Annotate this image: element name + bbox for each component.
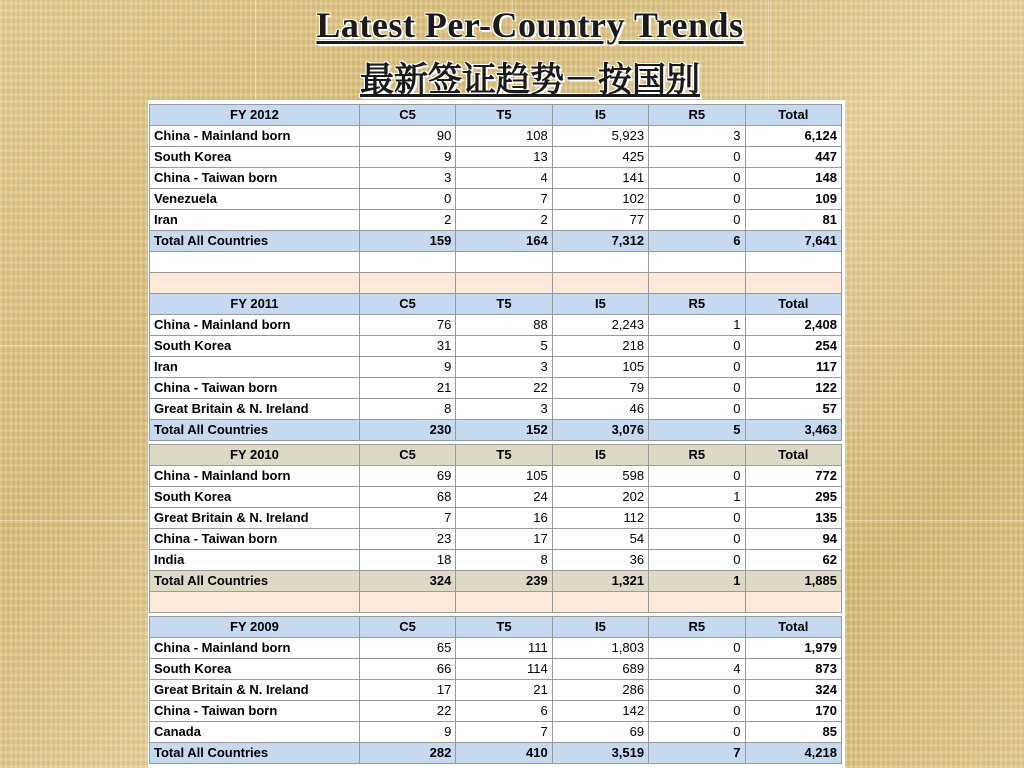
- fiscal-year-header: FY 2011: [150, 294, 360, 315]
- table-row: [150, 638, 842, 659]
- country-cell: China - Mainland born: [150, 126, 360, 147]
- column-header: I5: [552, 105, 648, 126]
- value-cell: 18: [359, 550, 455, 571]
- value-cell: 31: [359, 336, 455, 357]
- table-row: [150, 147, 842, 168]
- total-value-cell: 1: [649, 571, 745, 592]
- country-cell: China - Taiwan born: [150, 529, 360, 550]
- country-cell: China - Mainland born: [150, 638, 360, 659]
- total-label-cell: Total All Countries: [150, 571, 360, 592]
- country-cell: China - Mainland born: [150, 315, 360, 336]
- value-cell: 0: [649, 357, 745, 378]
- total-value-cell: 5: [649, 420, 745, 441]
- column-header: Total: [745, 294, 841, 315]
- empty-cell: [456, 252, 552, 273]
- country-cell: Great Britain & N. Ireland: [150, 399, 360, 420]
- value-cell: 66: [359, 659, 455, 680]
- value-cell: 254: [745, 336, 841, 357]
- value-cell: 0: [649, 529, 745, 550]
- total-row: [150, 743, 842, 764]
- total-value-cell: 6: [649, 231, 745, 252]
- value-cell: 0: [649, 189, 745, 210]
- empty-cell: [552, 252, 648, 273]
- empty-cell: [150, 252, 360, 273]
- column-header: C5: [359, 105, 455, 126]
- country-cell: Canada: [150, 722, 360, 743]
- total-value-cell: 159: [359, 231, 455, 252]
- country-cell: China - Taiwan born: [150, 378, 360, 399]
- table-row: [150, 466, 842, 487]
- value-cell: 2: [359, 210, 455, 231]
- column-header: C5: [359, 617, 455, 638]
- separator-row: [150, 273, 842, 294]
- separator-row: [150, 592, 842, 613]
- table-row: [150, 210, 842, 231]
- column-header: I5: [552, 445, 648, 466]
- value-cell: 1,803: [552, 638, 648, 659]
- value-cell: 8: [456, 550, 552, 571]
- table-header-row: [150, 294, 842, 315]
- value-cell: 148: [745, 168, 841, 189]
- column-header: T5: [456, 617, 552, 638]
- value-cell: 77: [552, 210, 648, 231]
- empty-cell: [745, 273, 841, 294]
- table-fy2009: [149, 616, 842, 764]
- value-cell: 5,923: [552, 126, 648, 147]
- page-title: Latest Per-Country Trends: [316, 5, 744, 45]
- table-row: [150, 189, 842, 210]
- empty-cell: [745, 252, 841, 273]
- table-row: [150, 126, 842, 147]
- total-value-cell: 239: [456, 571, 552, 592]
- value-cell: 105: [456, 466, 552, 487]
- column-header: R5: [649, 105, 745, 126]
- table-row: [150, 701, 842, 722]
- empty-cell: [745, 592, 841, 613]
- value-cell: 108: [456, 126, 552, 147]
- value-cell: 62: [745, 550, 841, 571]
- table-row: [150, 336, 842, 357]
- value-cell: 689: [552, 659, 648, 680]
- value-cell: 76: [359, 315, 455, 336]
- value-cell: 69: [552, 722, 648, 743]
- value-cell: 1,979: [745, 638, 841, 659]
- fiscal-year-header: FY 2010: [150, 445, 360, 466]
- value-cell: 135: [745, 508, 841, 529]
- value-cell: 3: [649, 126, 745, 147]
- value-cell: 21: [456, 680, 552, 701]
- column-header: T5: [456, 294, 552, 315]
- value-cell: 7: [359, 508, 455, 529]
- value-cell: 24: [456, 487, 552, 508]
- total-value-cell: 3,519: [552, 743, 648, 764]
- page-subtitle-chinese: 最新签证趋势－按国别: [360, 60, 700, 100]
- table-fy2012: [149, 104, 842, 294]
- column-header: R5: [649, 617, 745, 638]
- column-header: T5: [456, 445, 552, 466]
- value-cell: 105: [552, 357, 648, 378]
- column-header: T5: [456, 105, 552, 126]
- table-row: [150, 315, 842, 336]
- table-row: [150, 378, 842, 399]
- value-cell: 17: [456, 529, 552, 550]
- total-value-cell: 4,218: [745, 743, 841, 764]
- value-cell: 46: [552, 399, 648, 420]
- value-cell: 69: [359, 466, 455, 487]
- country-cell: Great Britain & N. Ireland: [150, 680, 360, 701]
- value-cell: 68: [359, 487, 455, 508]
- value-cell: 21: [359, 378, 455, 399]
- empty-cell: [456, 592, 552, 613]
- empty-cell: [150, 273, 360, 294]
- value-cell: 0: [359, 189, 455, 210]
- total-label-cell: Total All Countries: [150, 743, 360, 764]
- value-cell: 17: [359, 680, 455, 701]
- value-cell: 142: [552, 701, 648, 722]
- value-cell: 81: [745, 210, 841, 231]
- value-cell: 0: [649, 680, 745, 701]
- value-cell: 3: [456, 399, 552, 420]
- table-header-row: [150, 445, 842, 466]
- value-cell: 36: [552, 550, 648, 571]
- value-cell: 0: [649, 336, 745, 357]
- value-cell: 324: [745, 680, 841, 701]
- column-header: I5: [552, 294, 648, 315]
- empty-cell: [649, 252, 745, 273]
- total-value-cell: 230: [359, 420, 455, 441]
- country-cell: China - Mainland born: [150, 466, 360, 487]
- table-header-row: [150, 617, 842, 638]
- value-cell: 57: [745, 399, 841, 420]
- empty-cell: [649, 592, 745, 613]
- value-cell: 286: [552, 680, 648, 701]
- total-value-cell: 164: [456, 231, 552, 252]
- country-cell: Venezuela: [150, 189, 360, 210]
- value-cell: 0: [649, 638, 745, 659]
- country-cell: China - Taiwan born: [150, 168, 360, 189]
- value-cell: 22: [456, 378, 552, 399]
- table-row: [150, 680, 842, 701]
- table-row: [150, 508, 842, 529]
- value-cell: 88: [456, 315, 552, 336]
- value-cell: 90: [359, 126, 455, 147]
- value-cell: 3: [456, 357, 552, 378]
- value-cell: 122: [745, 378, 841, 399]
- country-cell: Great Britain & N. Ireland: [150, 508, 360, 529]
- value-cell: 0: [649, 210, 745, 231]
- column-header: Total: [745, 105, 841, 126]
- value-cell: 2: [456, 210, 552, 231]
- value-cell: 0: [649, 550, 745, 571]
- separator-row: [150, 252, 842, 273]
- value-cell: 598: [552, 466, 648, 487]
- total-value-cell: 282: [359, 743, 455, 764]
- empty-cell: [359, 592, 455, 613]
- column-header: Total: [745, 617, 841, 638]
- value-cell: 16: [456, 508, 552, 529]
- spreadsheet-panel: [148, 100, 845, 768]
- value-cell: 117: [745, 357, 841, 378]
- table-fy2011: [149, 293, 842, 441]
- value-cell: 111: [456, 638, 552, 659]
- empty-cell: [552, 273, 648, 294]
- table-row: [150, 659, 842, 680]
- value-cell: 202: [552, 487, 648, 508]
- table-row: [150, 357, 842, 378]
- value-cell: 3: [359, 168, 455, 189]
- value-cell: 65: [359, 638, 455, 659]
- total-row: [150, 571, 842, 592]
- total-value-cell: 324: [359, 571, 455, 592]
- value-cell: 23: [359, 529, 455, 550]
- value-cell: 447: [745, 147, 841, 168]
- value-cell: 22: [359, 701, 455, 722]
- value-cell: 9: [359, 147, 455, 168]
- value-cell: 4: [649, 659, 745, 680]
- value-cell: 0: [649, 378, 745, 399]
- country-cell: South Korea: [150, 659, 360, 680]
- country-cell: China - Taiwan born: [150, 701, 360, 722]
- table-row: [150, 722, 842, 743]
- empty-cell: [649, 273, 745, 294]
- value-cell: 141: [552, 168, 648, 189]
- table-row: [150, 487, 842, 508]
- value-cell: 54: [552, 529, 648, 550]
- value-cell: 0: [649, 701, 745, 722]
- value-cell: 1: [649, 487, 745, 508]
- table-row: [150, 168, 842, 189]
- value-cell: 4: [456, 168, 552, 189]
- country-cell: Iran: [150, 357, 360, 378]
- empty-cell: [552, 592, 648, 613]
- total-row: [150, 420, 842, 441]
- total-value-cell: 152: [456, 420, 552, 441]
- country-cell: South Korea: [150, 487, 360, 508]
- value-cell: 2,408: [745, 315, 841, 336]
- value-cell: 772: [745, 466, 841, 487]
- country-cell: Iran: [150, 210, 360, 231]
- value-cell: 102: [552, 189, 648, 210]
- value-cell: 5: [456, 336, 552, 357]
- column-header: C5: [359, 445, 455, 466]
- value-cell: 112: [552, 508, 648, 529]
- column-header: R5: [649, 445, 745, 466]
- total-value-cell: 7,312: [552, 231, 648, 252]
- value-cell: 6,124: [745, 126, 841, 147]
- value-cell: 0: [649, 147, 745, 168]
- table-row: [150, 529, 842, 550]
- total-value-cell: 7: [649, 743, 745, 764]
- total-label-cell: Total All Countries: [150, 231, 360, 252]
- column-header: Total: [745, 445, 841, 466]
- total-value-cell: 3,463: [745, 420, 841, 441]
- empty-cell: [359, 273, 455, 294]
- table-row: [150, 550, 842, 571]
- total-value-cell: 3,076: [552, 420, 648, 441]
- value-cell: 2,243: [552, 315, 648, 336]
- total-row: [150, 231, 842, 252]
- table-fy2010: [149, 444, 842, 613]
- value-cell: 0: [649, 466, 745, 487]
- total-value-cell: 7,641: [745, 231, 841, 252]
- total-value-cell: 1,885: [745, 571, 841, 592]
- fiscal-year-header: FY 2012: [150, 105, 360, 126]
- value-cell: 9: [359, 722, 455, 743]
- value-cell: 109: [745, 189, 841, 210]
- value-cell: 295: [745, 487, 841, 508]
- total-value-cell: 410: [456, 743, 552, 764]
- value-cell: 9: [359, 357, 455, 378]
- empty-cell: [456, 273, 552, 294]
- value-cell: 6: [456, 701, 552, 722]
- column-header: C5: [359, 294, 455, 315]
- column-header: I5: [552, 617, 648, 638]
- value-cell: 0: [649, 168, 745, 189]
- empty-cell: [150, 592, 360, 613]
- value-cell: 0: [649, 722, 745, 743]
- value-cell: 13: [456, 147, 552, 168]
- value-cell: 873: [745, 659, 841, 680]
- value-cell: 8: [359, 399, 455, 420]
- total-value-cell: 1,321: [552, 571, 648, 592]
- country-cell: South Korea: [150, 147, 360, 168]
- value-cell: 218: [552, 336, 648, 357]
- empty-cell: [359, 252, 455, 273]
- value-cell: 94: [745, 529, 841, 550]
- fiscal-year-header: FY 2009: [150, 617, 360, 638]
- value-cell: 1: [649, 315, 745, 336]
- total-label-cell: Total All Countries: [150, 420, 360, 441]
- value-cell: 0: [649, 399, 745, 420]
- column-header: R5: [649, 294, 745, 315]
- table-row: [150, 399, 842, 420]
- value-cell: 7: [456, 722, 552, 743]
- value-cell: 85: [745, 722, 841, 743]
- country-cell: South Korea: [150, 336, 360, 357]
- value-cell: 114: [456, 659, 552, 680]
- value-cell: 170: [745, 701, 841, 722]
- value-cell: 79: [552, 378, 648, 399]
- country-cell: India: [150, 550, 360, 571]
- value-cell: 0: [649, 508, 745, 529]
- table-header-row: [150, 105, 842, 126]
- value-cell: 7: [456, 189, 552, 210]
- value-cell: 425: [552, 147, 648, 168]
